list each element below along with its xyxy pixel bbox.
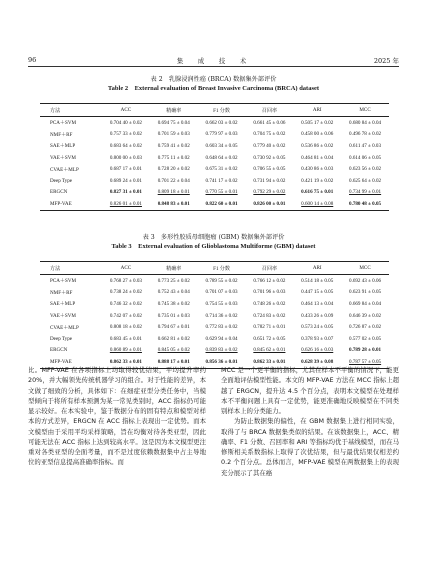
page-number: 96 [28,56,37,64]
value-cell: 0.536 86 ± 0.02 [301,142,334,149]
value-cell: 0.856 36 ± 0.01 [198,356,246,368]
value-cell: 0.704 40 ± 0.02 [109,119,142,126]
value-cell: 0.687 17 ± 0.01 [109,166,142,173]
method-cell: PCA＋SVM [50,278,77,285]
value-cell: 0.782 71 ± 0.01 [253,324,286,331]
value-cell: 0.701 96 ± 0.03 [253,289,286,296]
method-cell: ERGCN [50,189,68,196]
table-row [40,163,389,175]
body-column-left [28,365,206,468]
body-column-right [221,365,399,478]
value-cell: 0.746 32 ± 0.02 [109,300,142,307]
column-header: 召回率 [245,104,293,117]
value-cell: 0.421 19 ± 0.02 [301,177,334,184]
table-row [40,333,389,345]
running-header [28,56,399,66]
table-row [40,310,389,322]
value-cell: 0.808 18 ± 0.02 [109,324,142,331]
method-cell: SAE＋MLP [50,301,76,308]
value-cell: 0.648 64 ± 0.02 [205,154,238,161]
value-cell: 0.603 34 ± 0.05 [205,142,238,149]
value-cell: 0.735 01 ± 0.03 [157,312,190,319]
table-row [40,287,389,299]
value-cell: 0.848 83 ± 0.01 [150,198,198,210]
method-cell: SAE＋MLP [50,143,76,150]
column-header: ARI [293,104,341,117]
value-cell: 0.888 17 ± 0.01 [150,356,198,368]
method-cell: PCA＋SVM [50,120,77,127]
value-cell: 0.779 40 ± 0.02 [253,142,286,149]
table-row [40,129,389,141]
table-header-row [40,262,389,275]
value-cell: 0.458 00 ± 0.06 [301,131,334,138]
value-cell: 0.787 57 ± 0.05 [341,356,389,368]
table-row [40,321,389,333]
table-row [40,117,389,129]
value-cell: 0.496 78 ± 0.02 [349,131,382,138]
table2-caption-cn: 表 2 乳腺浸润性癌 (BRCA) 数据集外部评价 [150,76,277,83]
value-cell: 0.704 75 ± 0.02 [253,131,286,138]
value-cell: 0.726 87 ± 0.02 [349,324,382,331]
value-cell: 0.694 75 ± 0.04 [157,119,190,126]
method-cell: VAE＋SVM [50,155,76,162]
column-header: F1 分数 [198,262,246,275]
value-cell: 0.683 45 ± 0.01 [109,335,142,342]
value-cell: 0.625 64 ± 0.02 [349,177,382,184]
table2-caption-en: Table 2 External evaluation of Breast Invasive Carcinoma (BRCA) dataset [107,85,320,92]
value-cell: 0.730 92 ± 0.05 [253,154,286,161]
value-cell: 0.794 67 ± 0.01 [157,324,190,331]
value-cell: 0.701 59 ± 0.03 [157,131,190,138]
method-cell: Deep Type [50,335,73,342]
value-cell: 0.822 60 ± 0.01 [198,198,246,210]
table3 [40,261,389,369]
value-cell: 0.738 24 ± 0.02 [109,289,142,296]
table-row [40,175,389,187]
value-cell: 0.734 99 ± 0.01 [349,189,382,196]
paragraph: MCC 是一个更平衡的指标，尤其在样本不平衡的情况下，能更全面地评估模型性能。本文的 MFP-VAE 方法在 MCC 指标上超越了 ERGCN，提升达 4.5 个百分点，表明本文模型在处理样本不平衡问题上具有一定优势，能更准确地反映模型在不同类别样本上的分类能力。 [221,366,399,415]
value-cell: 0.731 94 ± 0.02 [253,177,286,184]
value-cell: 0.505 17 ± 0.02 [301,119,334,126]
value-cell: 0.839 83 ± 0.02 [205,347,238,354]
method-cell: NMF＋RF [50,289,73,296]
value-cell: 0.464 13 ± 0.04 [301,300,334,307]
column-header: 精确率 [150,104,198,117]
value-cell: 0.775 11 ± 0.02 [157,154,190,161]
value-cell: 0.724 83 ± 0.02 [253,312,286,319]
journal-name: 集 成 技 术 [176,57,251,65]
value-cell: 0.773 25 ± 0.02 [157,277,190,284]
value-cell: 0.614 06 ± 0.05 [349,154,382,161]
column-header: ACC [102,104,150,117]
column-header: 精确率 [150,262,198,275]
method-cell: ERGCN [50,347,68,354]
value-cell: 0.826 01 ± 0.01 [102,198,150,210]
value-cell: 0.748 26 ± 0.02 [253,300,286,307]
value-cell: 0.792 29 ± 0.02 [253,189,286,196]
value-cell: 0.809 18 ± 0.01 [157,189,190,196]
value-cell: 0.623 56 ± 0.02 [349,166,382,173]
header-rule [28,66,399,67]
value-cell: 0.600 14 ± 0.08 [293,198,341,210]
column-header: 召回率 [245,262,293,275]
value-cell: 0.780 48 ± 0.05 [341,198,389,210]
value-cell: 0.430 86 ± 0.03 [301,166,334,173]
value-cell: 0.514 18 ± 0.05 [301,277,334,284]
table-row [40,275,389,287]
value-cell: 0.862 33 ± 0.01 [245,356,293,368]
value-cell: 0.447 15 ± 0.05 [301,289,334,296]
value-cell: 0.662 03 ± 0.02 [205,119,238,126]
method-cell: VAE＋SVM [50,313,76,320]
method-cell: MFP-VAE [40,356,102,368]
value-cell: 0.752 43 ± 0.04 [157,289,190,296]
value-cell: 0.766 12 ± 0.02 [253,277,286,284]
value-cell: 0.626 16 ± 0.03 [301,347,334,354]
value-cell: 0.827 31 ± 0.01 [109,189,142,196]
value-cell: 0.692 43 ± 0.06 [349,277,382,284]
table-row [40,298,389,310]
value-cell: 0.845 62 ± 0.01 [253,347,286,354]
value-cell: 0.629 94 ± 0.04 [205,335,238,342]
value-cell: 0.701 22 ± 0.04 [157,177,190,184]
column-header: MCC [341,104,389,117]
value-cell: 0.770 55 ± 0.01 [205,189,238,196]
value-cell: 0.378 93 ± 0.07 [301,335,334,342]
value-cell: 0.669 84 ± 0.04 [349,300,382,307]
column-header: 方法 [40,104,102,117]
value-cell: 0.683 64 ± 0.02 [109,142,142,149]
value-cell: 0.789 55 ± 0.02 [205,277,238,284]
method-cell: NMF＋RF [50,131,73,138]
value-cell: 0.741 17 ± 0.02 [205,177,238,184]
column-header: ARI [293,262,341,275]
table3-caption-cn: 表 3 多形性胶质母细胞瘤 (GBM) 数据集外部评价 [142,234,285,241]
value-cell: 0.628 39 ± 0.08 [293,356,341,368]
table-row [40,140,389,152]
method-cell: Deep Type [50,177,73,184]
value-cell: 0.577 02 ± 0.05 [349,335,382,342]
value-cell: 0.768 27 ± 0.03 [109,277,142,284]
value-cell: 0.845 05 ± 0.02 [157,347,190,354]
value-cell: 0.623 91 ± 0.05 [349,289,382,296]
value-cell: 0.772 83 ± 0.02 [205,324,238,331]
value-cell: 0.789 28 ± 0.01 [349,347,382,354]
value-cell: 0.728 20 ± 0.02 [157,166,190,173]
table3-caption-en: Table 3 External evaluation of Glioblastoma Multiforme (GBM) dataset [111,243,316,250]
table2 [40,103,389,211]
method-cell: MFP-VAE [40,198,102,210]
table-row [40,198,389,210]
value-cell: 0.860 89 ± 0.01 [109,347,142,354]
value-cell: 0.662 81 ± 0.02 [157,335,190,342]
value-cell: 0.651 72 ± 0.05 [253,335,286,342]
value-cell: 0.754 55 ± 0.03 [205,300,238,307]
value-cell: 0.689 24 ± 0.01 [109,177,142,184]
method-cell: CVAE＋MLP [50,166,79,173]
value-cell: 0.616 75 ± 0.01 [301,189,334,196]
value-cell: 0.779 97 ± 0.03 [205,131,238,138]
value-cell: 0.661 45 ± 0.06 [253,119,286,126]
value-cell: 0.757 33 ± 0.02 [109,131,142,138]
value-cell: 0.611 47 ± 0.03 [349,142,382,149]
table-row [40,345,389,357]
table-row [40,152,389,164]
value-cell: 0.701 07 ± 0.03 [205,289,238,296]
value-cell: 0.745 38 ± 0.02 [157,300,190,307]
publication-year: 2025 年 [373,57,399,65]
value-cell: 0.759 41 ± 0.02 [157,142,190,149]
column-header: F1 分数 [198,104,246,117]
method-cell: CVAE＋MLP [50,324,79,331]
column-header: ACC [102,262,150,275]
paragraph: 比。MFP-VAE 在各项指标上均取得较优结果，平均提升率约 20%，并大幅领先传统机器学习的组合。对于性能的差异，本文做了细致的分析，具体如下：在细症亚型分类任务中，当模型倾向于将所有样本预测为某一常见类别时，ACC 指标仍可能显示较好。在本实验中，鉴于数据分布的固有特点和模型对样本的方式差异，ERGCN 在 ACC 指标上表现出一定优势。而本文模型由于采用平均采样策略，旨在均衡对待各类亚型，因此可能无法在 ACC 指标上达到较高水平。这是因为本文模型更注重对各类亚型的全面考量，而不是过度依赖数据集中占主导地位的亚型信息提高准确率指标。而 [28,366,206,467]
value-cell: 0.675 31 ± 0.02 [205,166,238,173]
column-header: 方法 [40,262,102,275]
value-cell: 0.742 07 ± 0.02 [109,312,142,319]
table-header-row [40,104,389,117]
value-cell: 0.646 39 ± 0.02 [349,312,382,319]
table-row [40,187,389,199]
value-cell: 0.800 00 ± 0.03 [109,154,142,161]
value-cell: 0.706 55 ± 0.05 [253,166,286,173]
value-cell: 0.573 24 ± 0.05 [301,324,334,331]
value-cell: 0.714 36 ± 0.02 [205,312,238,319]
value-cell: 0.680 84 ± 0.04 [349,119,382,126]
column-header: MCC [341,262,389,275]
paragraph: 为防止数据集的偏性，在 GBM 数据集上进行相同实验，取得了与 BRCA 数据集类似的结果。在该数据集上，ACC、精确率、F1 分数、召回率和 ARI 等指标均优于基线模型，而在马修斯相关系数指标上取得了次优结果，但与最优结果仅相差约 0.2 个百分点。总体而言，MFP-VAE 模型在两数据集上的表现充分展示了其在癌 [221,417,399,477]
value-cell: 0.433 26 ± 0.09 [301,312,334,319]
value-cell: 0.826 00 ± 0.01 [245,198,293,210]
value-cell: 0.862 33 ± 0.01 [102,356,150,368]
value-cell: 0.464 81 ± 0.04 [301,154,334,161]
